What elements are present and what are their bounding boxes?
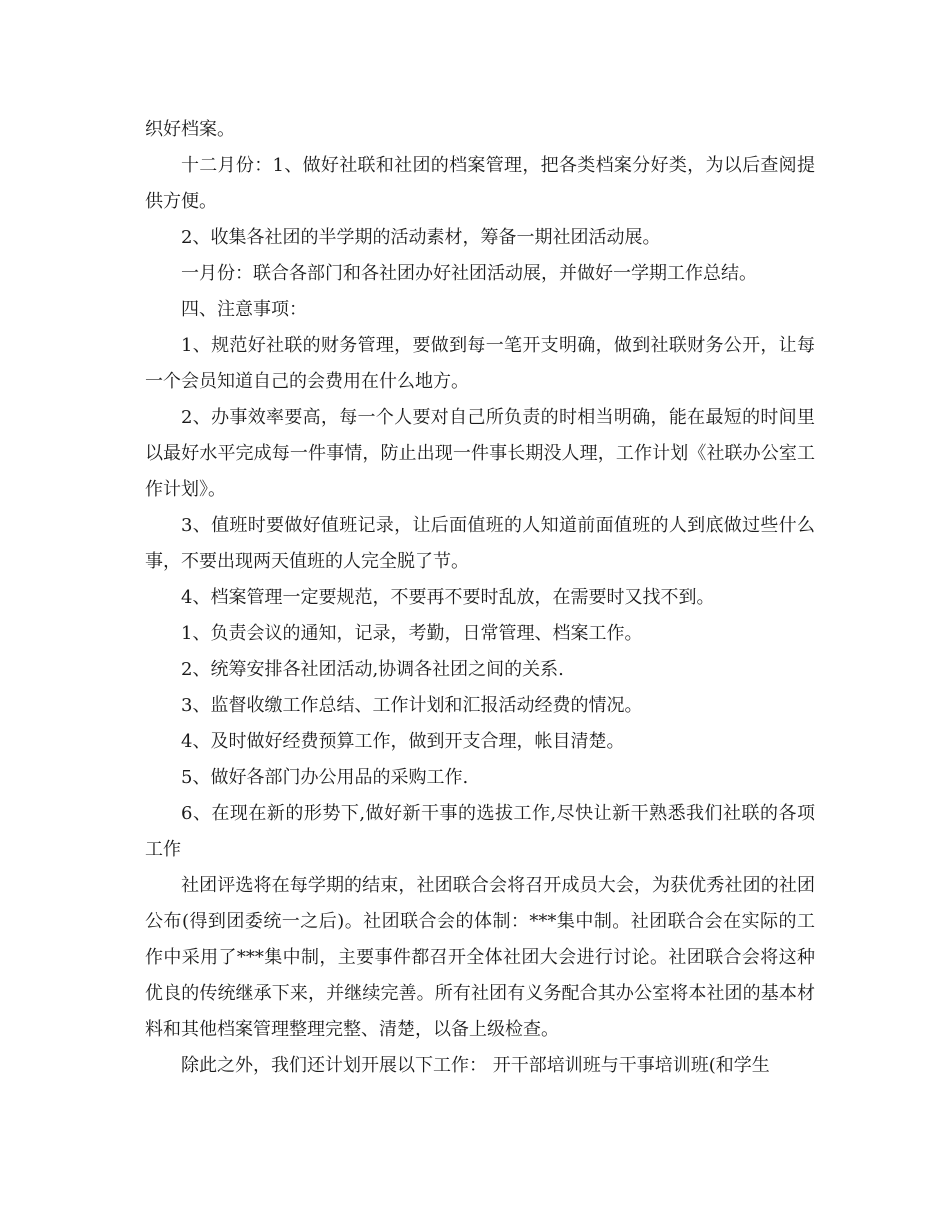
document-body	[145, 112, 815, 1084]
section-heading: 四、注意事项：	[181, 299, 307, 320]
paragraph: 2、收集各社团的半学期的活动素材，筹备一期社团活动展。	[181, 227, 661, 248]
paragraph: 除此之外，我们还计划开展以下工作： 开干部培训班与干事培训班(和学生	[181, 1055, 770, 1076]
paragraph: 3、值班时要做好值班记录，让后面值班的人知道前面值班的人到底做过些什么事，不要出现两天值班的人完全脱了节。	[145, 515, 815, 572]
paragraph: 织好档案。	[145, 119, 235, 140]
paragraph: 5、做好各部门办公用品的采购工作.	[181, 767, 469, 788]
paragraph: 3、监督收缴工作总结、工作计划和汇报活动经费的情况。	[181, 695, 643, 716]
paragraph: 1、负责会议的通知，记录，考勤，日常管理、档案工作。	[181, 623, 643, 644]
paragraph: 一月份：联合各部门和各社团办好社团活动展，并做好一学期工作总结。	[181, 263, 757, 284]
paragraph: 2、统筹安排各社团活动,协调各社团之间的关系.	[181, 659, 564, 680]
paragraph: 2、办事效率要高，每一个人要对自己所负责的时相当明确，能在最短的时间里以最好水平完成每一件事情，防止出现一件事长期没人理，工作计划《社联办公室工作计划》。	[145, 407, 815, 500]
paragraph: 6、在现在新的形势下,做好新干事的选拔工作,尽快让新干熟悉我们社联的各项工作	[145, 803, 815, 860]
paragraph: 社团评选将在每学期的结束，社团联合会将召开成员大会，为获优秀社团的社团公布(得到团委统一之后)。社团联合会的体制：***集中制。社团联合会在实际的工作中采用了***集中制，主要事件都召开全体社团大会进行讨论。社团联合会将这种优良的传统继承下来，并继续完善。所有社团有义务配合其办公室将本社团的基本材料和其他档案管理整理完整、清楚，以备上级检查。	[145, 875, 815, 1040]
paragraph: 4、及时做好经费预算工作，做到开支合理，帐目清楚。	[181, 731, 625, 752]
paragraph: 1、规范好社联的财务管理，要做到每一笔开支明确，做到社联财务公开，让每一个会员知道自己的会费用在什么地方。	[145, 335, 815, 392]
paragraph: 4、档案管理一定要规范，不要再不要时乱放，在需要时又找不到。	[181, 587, 715, 608]
paragraph: 十二月份：1、做好社联和社团的档案管理，把各类档案分好类，为以后查阅提供方便。	[145, 155, 815, 212]
